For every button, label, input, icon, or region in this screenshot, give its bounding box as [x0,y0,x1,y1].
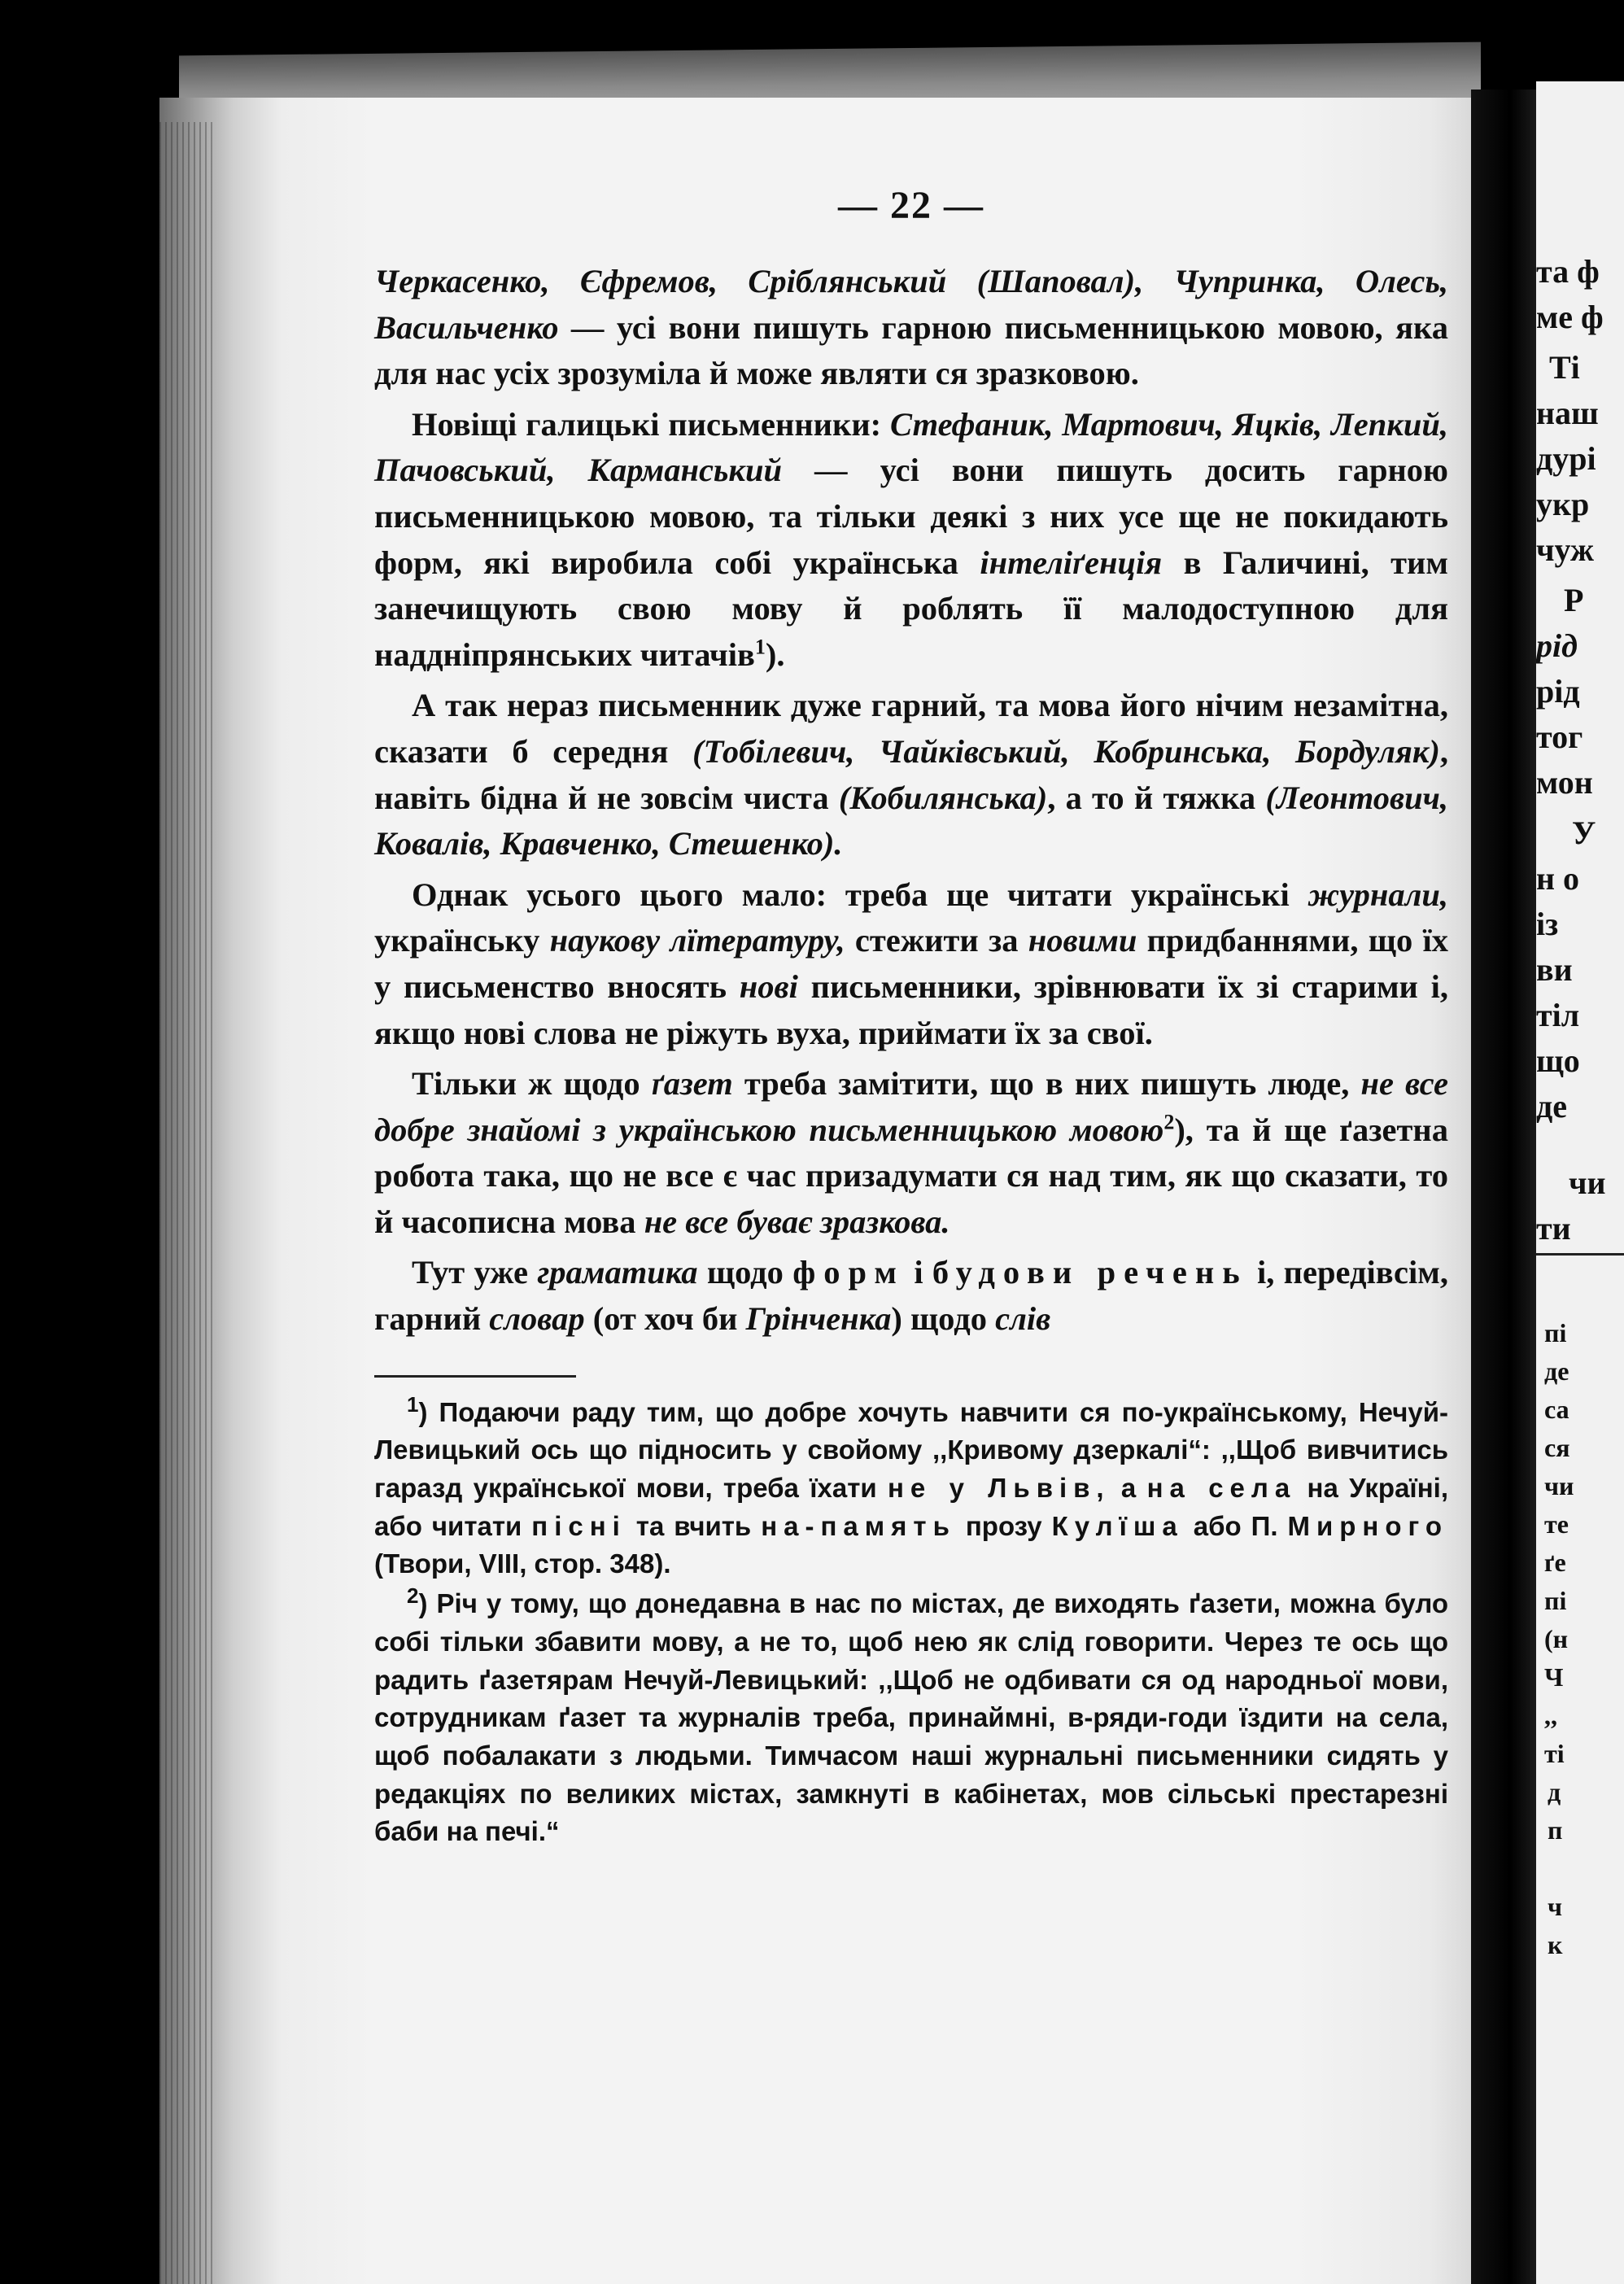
emphasis: Грінченка [745,1300,892,1338]
text-span: придбаннями, що їх у письменство вносять [374,922,1448,1005]
text-span: українську [374,922,550,959]
text-span: та вчить [626,1510,762,1541]
author-names: (Леонтович, Ковалів, Кравченко, Стешенко). [374,779,1448,863]
text-span: а [1110,1473,1147,1504]
next-page-footnote-line: те [1544,1509,1569,1539]
spaced-text: не у Львів, [887,1473,1111,1504]
emphasis: нові [739,967,798,1005]
next-page-line: дурі [1536,440,1596,477]
footnote-mark: 2 [1163,1110,1175,1134]
text-span: (от хоч би [584,1300,746,1338]
emphasis: слів [995,1300,1051,1338]
spaced-text: на-память [761,1510,956,1541]
next-page-line: рід [1536,673,1580,710]
text-span: — усі вони пишуть гарною письменницькою мовою, яка для нас усіх зрозуміла й може являти ся зразковою. [374,308,1448,392]
text-span: на Україні, або читати [374,1473,1448,1541]
next-page-line: но [1536,860,1588,897]
next-page-footnote-line: ,, [1544,1701,1557,1730]
next-page-footnote-rule [1536,1253,1624,1256]
spaced-text: будови речень [932,1254,1248,1291]
emphasis: не все добре знайомі з українською письменницькою мовою [374,1065,1449,1148]
text-span: ) Річ у тому, що донедавна в нас по містах, де виходять ґазети, можна було собі тільки збавити мову, а не то, щоб нею як слід говорити. Через те ось що радить ґазетярам Нечуй-Левицький: ,,Щоб не одбивати ся од народньої мови, сотрудникам ґазет та журналів треба, принаймні, в-ряди-годи їздити на села, щоб побалакати з людьми. Тимчасом наші журнальні письменники сидять у редакціях по великих містах, замкнуті в кабінетах, мов сільські престарезні баби на печі.“ [374,1588,1448,1847]
next-page-footnote-line: п [1548,1815,1563,1845]
next-page-footnote-line: ті [1544,1739,1565,1768]
spaced-text: форм [792,1254,906,1291]
next-page-line: ви [1536,951,1573,988]
text-span: , навіть бідна й не зовсім чиста [374,732,1448,816]
paragraph [374,402,1448,679]
footnote-mark: 1 [754,635,766,659]
text-span: Новіщі галицькі письменники: [412,405,891,443]
emphasis: граматика [537,1254,698,1291]
next-page-footnote-line: к [1548,1930,1563,1959]
next-page-footnote-line: пі [1544,1586,1567,1615]
next-page-footnote-line: са [1544,1395,1569,1424]
paragraph [374,872,1448,1056]
paragraph [374,259,1448,397]
text-span: А так нераз письменник дуже гарний, та мова його нічим незамітна, сказати б середня [374,687,1448,770]
footnote [374,1391,1448,1584]
next-page-line: тог [1536,718,1583,755]
next-page-line: тіл [1536,997,1580,1033]
text-span: в Галичині, тим занечищують свою мову й роблять її малодоступною для наддніпрянських читачів [374,544,1448,673]
next-page-fragment [1536,81,1624,2284]
text-span: щодо [697,1254,793,1291]
next-page-line: чуж [1536,531,1595,568]
emphasis: новими [1028,922,1137,959]
text-span: (Твори, VIII, стор. 348). [374,1548,671,1579]
emphasis: інтеліґенція [980,544,1163,581]
author-names: Черкасенко, Єфремов, Сріблянський (Шаповал), Чупринка, Олесь, Васильченко [374,263,1448,346]
text-span: Тут уже [412,1254,538,1291]
footnote-mark: 1 [407,1391,419,1417]
text-span: ). [765,635,785,673]
next-page-footnote-line: ч [1548,1892,1563,1921]
author-names: (Тобілевич, Чайківський, Кобринська, Бордуляк) [692,732,1440,770]
next-page-line: із [1536,906,1559,942]
next-page-line: У [1572,814,1596,851]
author-names: (Кобилянська) [838,779,1048,816]
text-span: і, передівсім, гарний [374,1254,1449,1338]
next-page-line: Р [1564,582,1584,618]
page-number: — 22 — [838,184,984,227]
paragraph [374,683,1448,867]
next-page-line: укр [1536,486,1590,522]
text-span: прозу [955,1510,1052,1541]
next-page-line: рід [1536,627,1578,664]
emphasis: журнали, [1307,876,1448,913]
text-span: Однак усього цього мало: треба ще читати українські [412,876,1308,913]
next-page-line: мон [1536,764,1593,801]
next-page-line: чи [1569,1164,1606,1201]
text-span: треба замітити, що в них пишуть люде, [732,1065,1361,1103]
next-page-footnote-line: ґе [1544,1548,1566,1577]
paragraph [374,1250,1448,1342]
paragraph [374,1061,1448,1245]
footnote-divider [374,1375,576,1378]
footnote-mark: 2 [407,1583,419,1609]
next-page-line: ме ф [1536,299,1604,335]
spaced-text: на села [1146,1473,1297,1504]
page-content [374,183,1448,1851]
text-span: і [905,1254,932,1291]
text-span: ) щодо [891,1300,996,1338]
spaced-text: Кулїша [1051,1510,1184,1541]
emphasis: не все буває зразкова. [644,1203,950,1240]
next-page-line: та ф [1536,253,1600,290]
next-page-line: що [1536,1042,1580,1079]
next-page-footnote-line: ся [1544,1433,1570,1462]
author-names: Стефаник, Мартович, Яцків, Лепкий, Пачовський, Карманський [374,405,1448,489]
text-span: — усі вони пишуть досить гарною письменницькою мовою, та тільки деякі з них усе ще не покидають форм, які виробила собі українська [374,452,1448,581]
emphasis: словар [489,1300,585,1338]
book-gutter [1471,90,1536,2284]
footnote [374,1585,1448,1851]
next-page-line: ти [1536,1210,1571,1247]
next-page-line: де [1536,1088,1567,1125]
text-span: ), та й ще ґазетна робота така, що не все є час призадумати ся над тим, як що сказати, то й часописна мова [374,1111,1448,1240]
next-page-footnote-line: де [1544,1356,1569,1386]
next-page-footnote-line: д [1548,1777,1561,1806]
text-span: ) Подаючи раду тим, що добре хочуть навчити ся по-українському, Нечуй-Левицький ось що підносить у свойому ,,Кривому дзеркалі“: ,,Щоб вивчитись гаразд української мови, треба їхати [374,1396,1448,1504]
text-span: письменники, зрівнювати їх зі старими і, якщо нові слова не ріжуть вуха, приймати їх за свої. [374,967,1448,1051]
spaced-text: пісні [531,1510,626,1541]
page-edges [159,122,216,2284]
next-page-footnote-line: пі [1544,1318,1567,1347]
text-span: , а то й тяжка [1047,779,1266,816]
emphasis: ґазет [651,1065,733,1103]
next-page-line: наш [1536,395,1599,431]
text-span: стежити за [845,922,1028,959]
next-page-footnote-line: чи [1544,1471,1574,1500]
next-page-line: Ті [1549,349,1580,386]
next-page-footnote-line: Ч [1544,1662,1564,1692]
text-span: або П. [1183,1510,1288,1541]
spaced-text: Мирного [1287,1510,1448,1541]
text-span: Тільки ж щодо [412,1065,652,1103]
emphasis: наукову лїтературу, [549,922,845,959]
next-page-footnote-line: (н [1544,1624,1569,1653]
